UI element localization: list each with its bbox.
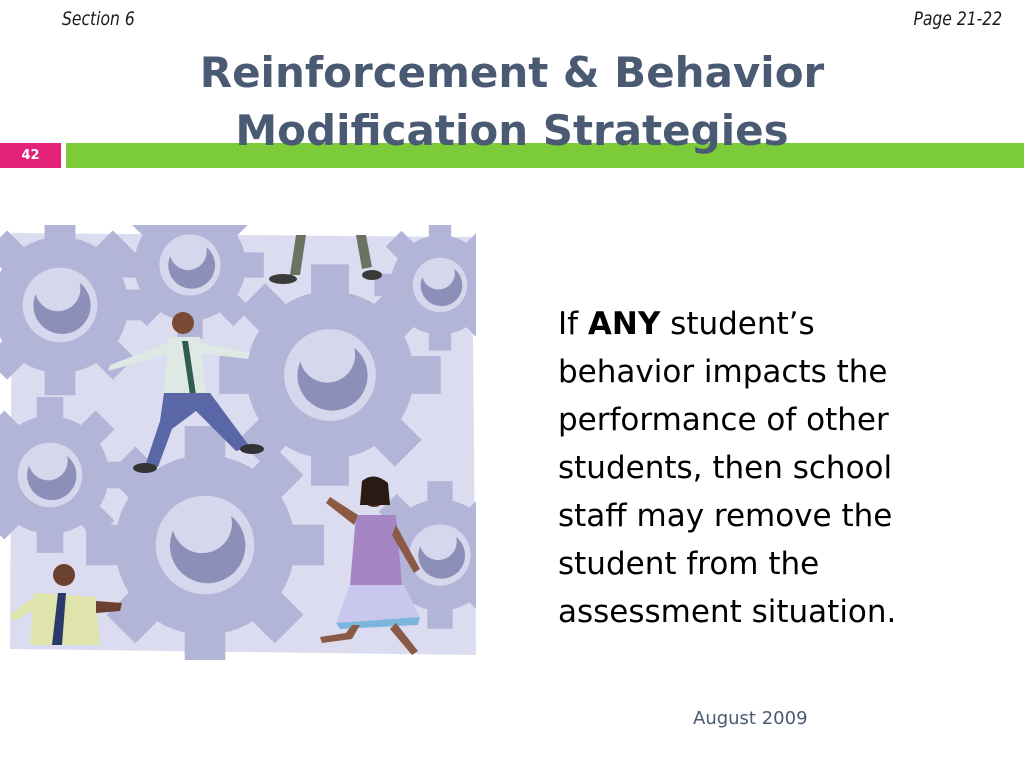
- page-reference: Page 21-22: [913, 8, 1002, 30]
- body-prefix: If: [558, 306, 588, 342]
- slide-number: 42: [0, 143, 61, 168]
- slide-title-line-1: Reinforcement & Behavior: [199, 48, 825, 97]
- body-line-1: [558, 300, 978, 348]
- body-line-4: students, then school: [558, 450, 893, 486]
- body-line-3: performance of other: [558, 402, 889, 438]
- body-emphasis: ANY: [587, 306, 661, 342]
- body-line-7: assessment situation.: [558, 594, 897, 630]
- body-paragraph: [558, 300, 978, 636]
- footer-date: August 2009: [693, 708, 808, 729]
- section-label: Section 6: [62, 8, 135, 30]
- slide-title-line-2: Modification Strategies: [235, 106, 789, 155]
- people-on-gears-illustration: [0, 225, 476, 660]
- body-line-5: staff may remove the: [558, 498, 893, 534]
- body-line-2: behavior impacts the: [558, 354, 888, 390]
- slide-title: [0, 44, 1024, 160]
- body-line-6: student from the: [558, 546, 820, 582]
- body-line-1-rest: student’s: [660, 306, 815, 342]
